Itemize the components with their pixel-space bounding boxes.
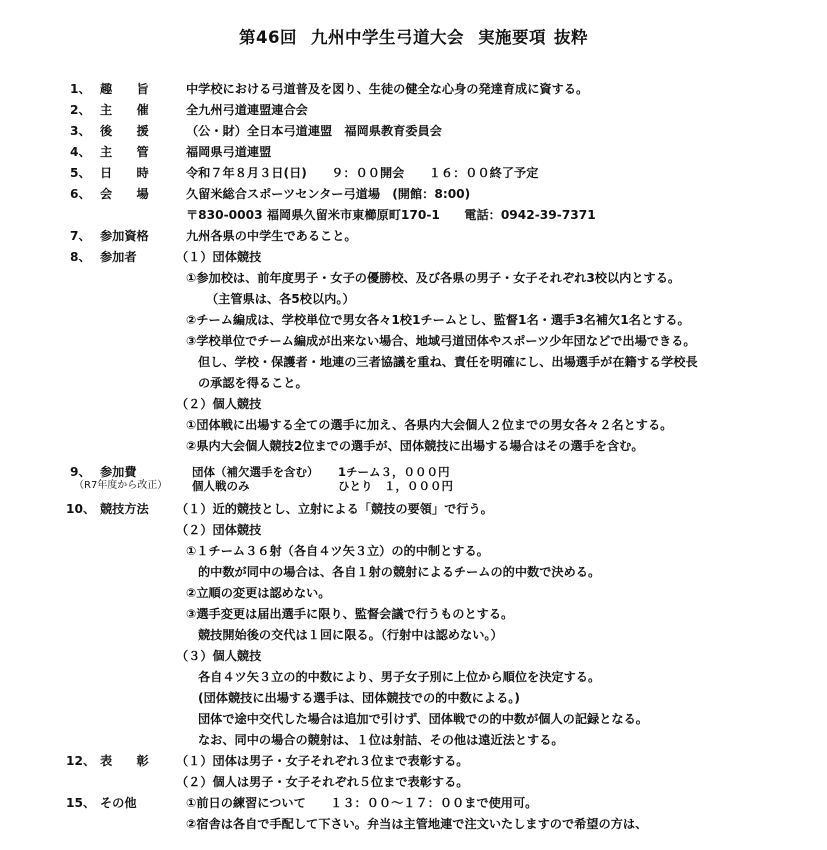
participants-line: ①参加校は、前年度男子・女子の優勝校、及び各県の男子・女子それぞれ3校以内とする。 — [186, 271, 681, 285]
item-text: 九州各県の中学生であること。 — [186, 229, 357, 243]
item-text: ①前日の練習について １３：００～１７：００まで使用可。 — [186, 796, 538, 810]
competition-line: 団体で途中交代した場合は追加で引けず、団体戦での的中数が個人の記録となる。 — [198, 712, 648, 726]
item-text: （１）団体は男子・女子それぞれ３位まで表彰する。 — [176, 754, 469, 768]
item-label: 競技方法 — [100, 502, 149, 516]
item-text: （公・財）全日本弓道連盟 福岡県教育委員会 — [186, 124, 442, 138]
item-text: 全九州弓道連盟連合会 — [186, 103, 308, 117]
title-event: 九州中学生弓道大会 — [310, 28, 464, 47]
item-label: その他 — [100, 796, 137, 810]
item-number: 2、 — [70, 103, 91, 117]
item-text: 福岡県弓道連盟 — [186, 145, 272, 159]
fee-team-value: 1チーム３，０００円 — [338, 465, 450, 479]
item-label: 会 場 — [100, 187, 149, 201]
competition-line: なお、同中の場合の競射は、１位は射詰、その他は遠近法とする。 — [198, 733, 564, 747]
awards-line: （２）個人は男子・女子それぞれ５位まで表彰する。 — [176, 775, 469, 789]
competition-line: (団体競技に出場する選手は、団体競技での的中数による。) — [198, 691, 520, 705]
item-text: 久留米総合スポーツセンター弓道場 (開館：8:00) — [186, 187, 471, 201]
item-label: 参加資格 — [100, 229, 149, 243]
participants-line: （主管県は、各5校以内。） — [206, 292, 355, 306]
competition-line: ③選手変更は届出選手に限り、監督会議で行うものとする。 — [186, 607, 514, 621]
page-title — [0, 24, 827, 48]
competition-line: ①１チーム３６射（各自４ツ矢３立）の的中制とする。 — [186, 544, 489, 558]
item-label: 後 援 — [100, 124, 149, 138]
competition-line: 的中数が同中の場合は、各自１射の競射によるチームの的中数で決める。 — [198, 565, 601, 579]
participants-line: （２）個人競技 — [176, 397, 262, 411]
item-label: 日 時 — [100, 166, 149, 180]
item-text: （１）団体競技 — [176, 250, 262, 264]
participants-line: ①団体戦に出場する全ての選手に加え、各県内大会個人２位までの男女各々２名とする。 — [186, 418, 673, 432]
item-number: 12、 — [66, 754, 96, 768]
item-number: 1、 — [70, 82, 91, 96]
title-edition: 第46回 — [239, 28, 297, 47]
competition-line: 各自４ツ矢３立の的中数により、男子女子別に上位から順位を決定する。 — [198, 670, 601, 684]
participants-line: ②チーム編成は、学校単位で男女各々1校1チームとし、監督1名・選手3名補欠1名とする。 — [186, 313, 690, 327]
item-number: 5、 — [70, 166, 91, 180]
item-label: 表 彰 — [100, 754, 149, 768]
competition-line: （２）団体競技 — [176, 523, 262, 537]
item-number: 4、 — [70, 145, 91, 159]
item-label: 参加費 — [100, 465, 137, 479]
competition-line: 競技開始後の交代は１回に限る。（行射中は認めない。） — [198, 628, 503, 642]
title-doc-type: 実施要項 — [477, 28, 546, 47]
item-number: 10、 — [66, 502, 96, 516]
fee-individual-value: ひとり １，０００円 — [338, 479, 453, 493]
participants-line: ③学校単位でチーム編成が出来ない場合、地域弓道団体やスポーツ少年団などで出場できる。 — [186, 334, 696, 348]
item-number: 3、 — [70, 124, 91, 138]
participants-line: ②県内大会個人競技2位までの選手が、団体競技に出場する場合はその選手を含む。 — [186, 439, 644, 453]
competition-line: ②立順の変更は認めない。 — [186, 586, 331, 600]
item-number: 7、 — [70, 229, 91, 243]
item-number: 8、 — [70, 250, 91, 264]
competition-line: （３）個人競技 — [176, 649, 262, 663]
fee-note: （R7年度から改正） — [74, 480, 168, 491]
item-number: 15、 — [66, 796, 96, 810]
item-text: （１）近的競技とし、立射による「競技の要領」で行う。 — [176, 502, 493, 516]
venue-address: 〒830-0003 福岡県久留米市東櫛原町170-1 電話：0942-39-7371 — [186, 208, 596, 222]
fee-individual-label: 個人戦のみ — [192, 479, 250, 493]
item-number: 6、 — [70, 187, 91, 201]
title-excerpt: 抜粋 — [553, 28, 588, 47]
fee-team-label: 団体（補欠選手を含む） — [192, 465, 319, 479]
item-label: 趣 旨 — [100, 82, 149, 96]
item-label: 参加者 — [100, 250, 137, 264]
other-line: ②宿舎は各自で手配して下さい。弁当は主管地連で注文いたしますので希望の方は、 — [186, 817, 648, 831]
item-text: 令和７年８月３日(日) ９：００開会 １６：００終了予定 — [186, 166, 539, 180]
item-number: 9、 — [70, 465, 91, 479]
item-text: 中学校における弓道普及を図り、生徒の健全な心身の発達育成に資する。 — [186, 82, 589, 96]
participants-line: の承認を得ること。 — [198, 376, 308, 390]
item-label: 主 管 — [100, 145, 149, 159]
participants-line: 但し、学校・保護者・地連の三者協議を重ね、責任を明確にし、出場選手が在籍する学校長 — [198, 355, 698, 369]
item-label: 主 催 — [100, 103, 149, 117]
